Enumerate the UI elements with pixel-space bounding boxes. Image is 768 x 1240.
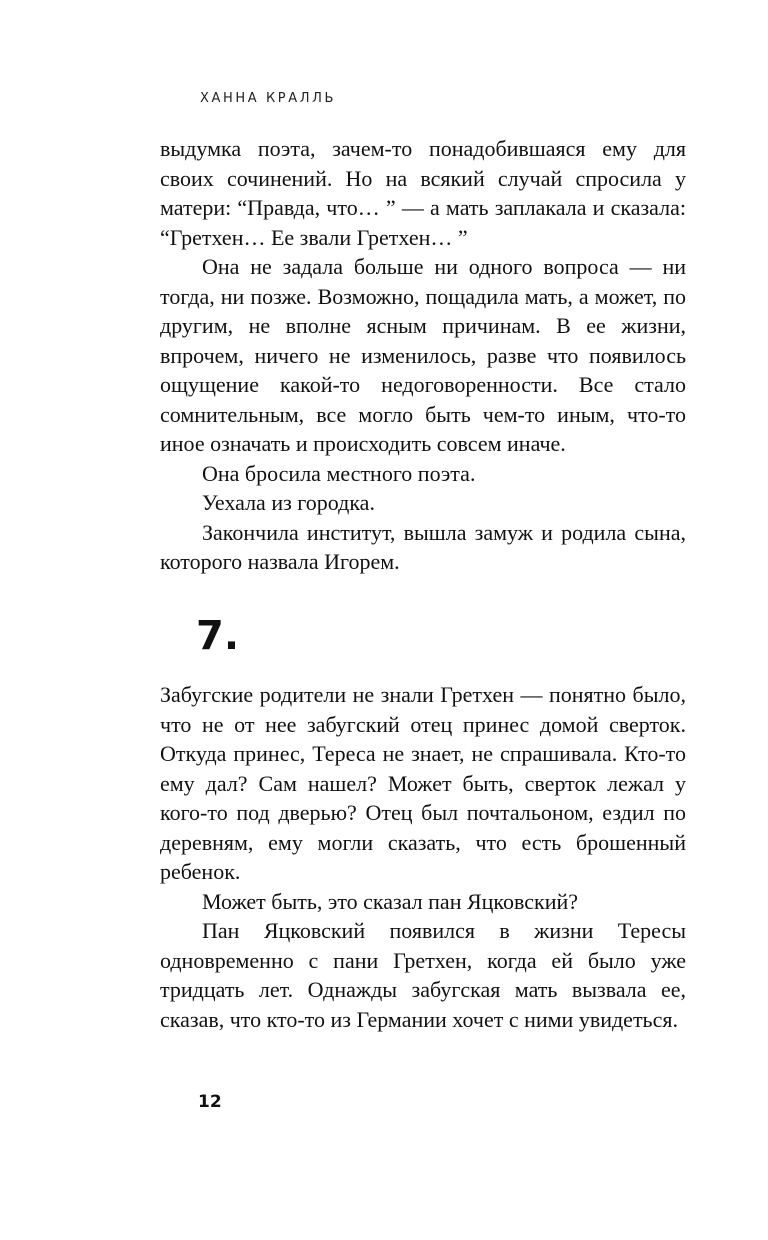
- paragraph-continued: выдумка поэта, зачем-то понадобившаяся ему для своих сочинений. Но на всякий случай спросила у матери: “Правда, что… ” — а мать заплакала и сказала: “Гретхен… Ее звали Гретхен… ”: [160, 136, 686, 250]
- page-number: 12: [198, 1092, 222, 1112]
- chapter-number: 7.: [196, 613, 240, 659]
- running-head-author: ХАННА КРАЛЛЬ: [200, 91, 337, 106]
- paragraph: Она не задала больше ни одного вопроса — ни тогда, ни позже. Возможно, пощадила мать, а может, по другим, не вполне ясным причинам. В ее жизни, впрочем, ничего не изменилось, разве что появилось ощущение какой-то недоговоренности. Все стало сомнительным, все могло быть чем-то иным, что-то иное означать и происходить совсем иначе.: [160, 254, 686, 456]
- paragraph: Уехала из городка.: [202, 490, 375, 515]
- paragraph: Она бросила местного поэта.: [202, 460, 476, 486]
- paragraph: Может быть, это сказал пан Яцковский?: [202, 888, 579, 914]
- paragraph: Пан Яцковский появился в жизни Тересы одновременно с пани Гретхен, когда ей было уже тридцать лет. Однажды забугская мать вызвала ее, сказав, что кто-то из Германии хочет с ними увидеться.: [160, 918, 686, 1032]
- text-block-top: [160, 134, 686, 577]
- text-block-chapter-7: [160, 680, 686, 1034]
- paragraph-chapter-opening: Забугские родители не знали Гретхен — понятно было, что не от нее забугский отец принес домой сверток. Откуда принес, Тереса не знает, не спрашивала. Кто-то ему дал? Сам нашел? Может быть, сверток лежал у кого-то под дверью? Отец был почтальоном, ездил по деревням, ему могли сказать, что есть брошенный ребенок.: [160, 682, 686, 884]
- paragraph: Закончила институт, вышла замуж и родила сына, которого назвала Игорем.: [160, 519, 686, 574]
